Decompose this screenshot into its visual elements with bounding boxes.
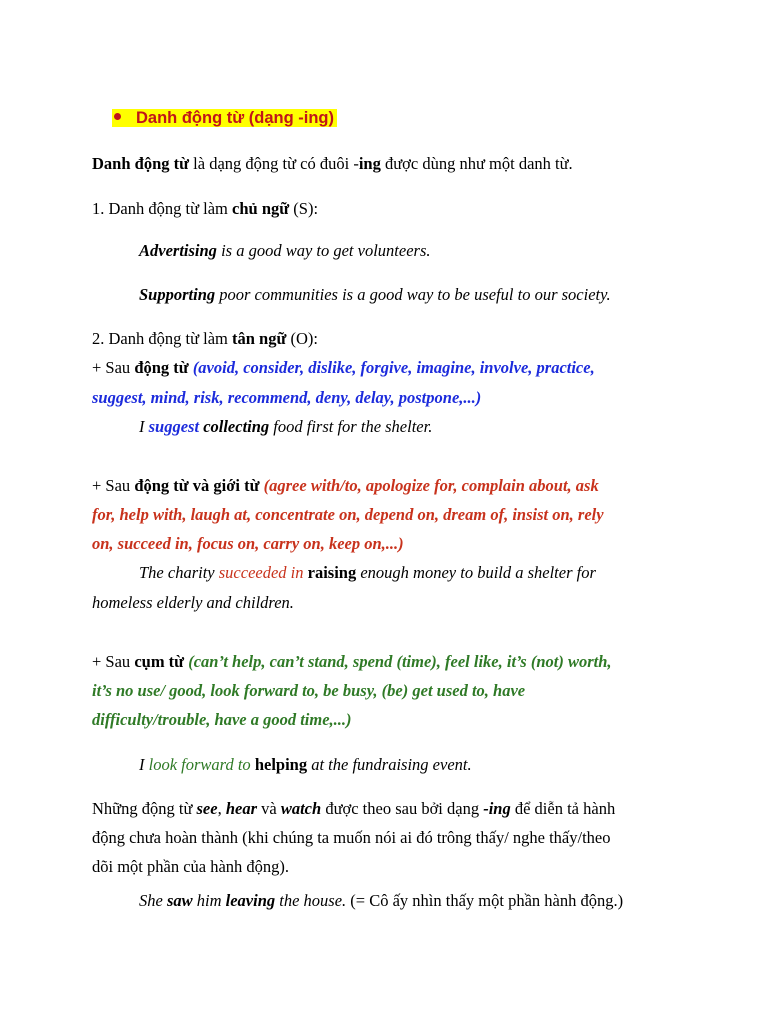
section-heading xyxy=(112,108,337,129)
intro-text: là dạng động từ có đuôi - xyxy=(189,154,359,173)
perception-line-1: Những động từ see, hear và watch được theo sau bởi dạng -ing để diễn tả hành xyxy=(92,799,616,818)
phrase-list-line-1: + Sau cụm từ (can’t help, can’t stand, spend (time), feel like, it’s (not) worth, xyxy=(92,652,612,671)
verb-list-line-1: + Sau động từ (avoid, consider, dislike, forgive, imagine, involve, practice, xyxy=(92,358,595,377)
verb-list-line-2: suggest, mind, risk, recommend, deny, delay, postpone,...) xyxy=(92,388,482,407)
perception-example: She saw him leaving the house. (= Cô ấy nhìn thấy một phần hành động.) xyxy=(139,891,624,910)
prep-list-line-3: on, succeed in, focus on, carry on, keep on,...) xyxy=(92,534,404,553)
prep-example-line-2: homeless elderly and children. xyxy=(92,593,294,612)
phrase-list-line-2: it’s no use/ good, look forward to, be busy, (be) get used to, have xyxy=(92,681,526,700)
intro-text-end: được dùng như một danh từ. xyxy=(380,154,573,173)
prep-list-line-1: + Sau động từ và giới từ (agree with/to, apologize for, complain about, ask xyxy=(92,476,599,495)
verb-example: I suggest collecting food first for the shelter. xyxy=(139,417,433,436)
s1-example-1: Advertising is a good way to get volunteers. xyxy=(139,241,431,260)
phrase-example: I look forward to helping at the fundraising event. xyxy=(139,755,472,774)
perception-line-2: động chưa hoàn thành (khi chúng ta muốn nói ai đó trông thấy/ nghe thấy/theo xyxy=(92,828,611,847)
s1-example-2: Supporting poor communities is a good way to be useful to our society. xyxy=(139,285,611,304)
prep-list-line-2: for, help with, laugh at, concentrate on, depend on, dream of, insist on, rely xyxy=(92,505,604,524)
intro-ing: ing xyxy=(358,154,381,173)
prep-example-line-1: The charity succeeded in raising enough money to build a shelter for xyxy=(139,563,596,582)
subject-term: chủ ngữ xyxy=(232,199,290,218)
intro-term: Danh động từ xyxy=(92,154,190,173)
s2-heading: 2. Danh động từ làm tân ngữ (O): xyxy=(92,329,319,348)
perception-line-3: dõi một phần của hành động). xyxy=(92,857,290,876)
intro-line xyxy=(92,154,573,174)
s1-heading: 1. Danh động từ làm chủ ngữ (S): xyxy=(92,199,319,218)
bullet-icon xyxy=(114,113,121,120)
phrase-list-line-3: difficulty/trouble, have a good time,...) xyxy=(92,710,352,729)
object-term: tân ngữ xyxy=(232,329,287,348)
heading-text: Danh động từ (dạng -ing) xyxy=(136,109,334,127)
heading-highlight xyxy=(112,109,337,127)
